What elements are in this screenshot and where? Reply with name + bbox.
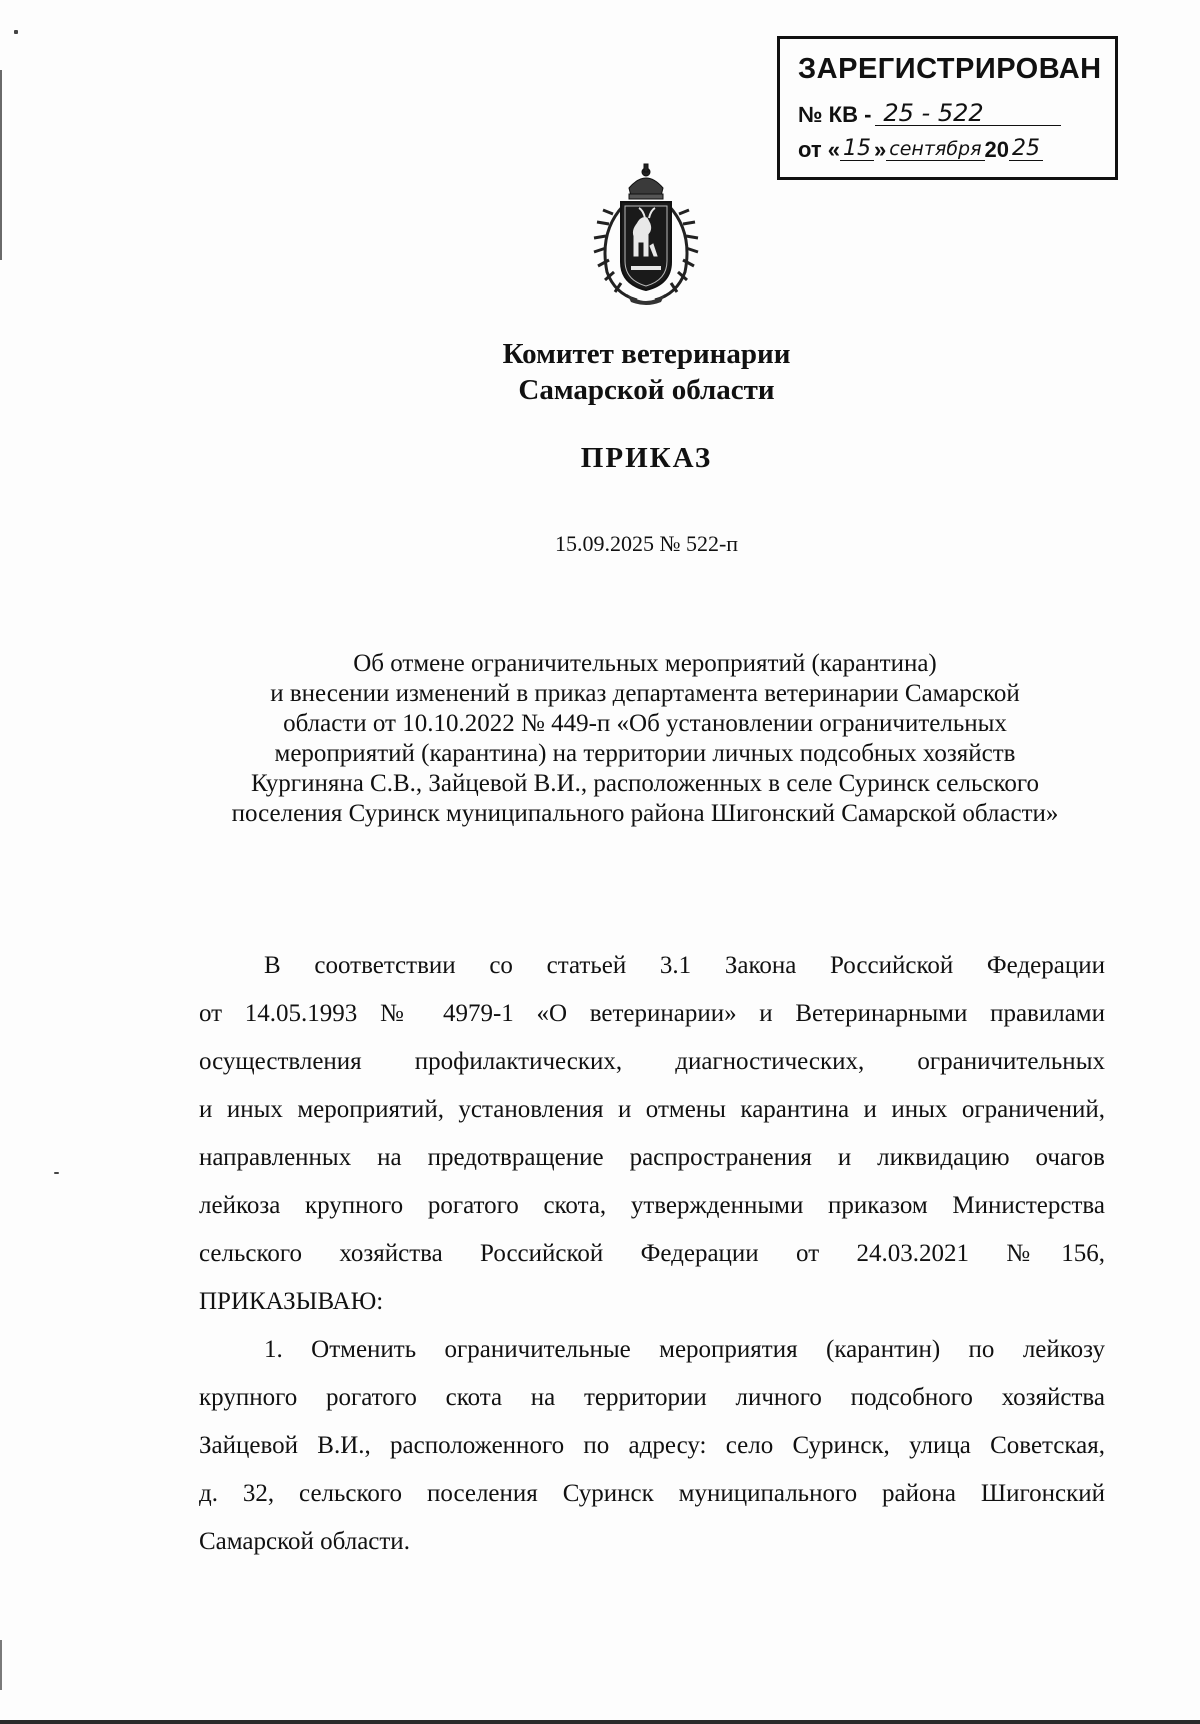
subject-line: поселения Суринск муниципального района Шигонский Самарской области» bbox=[231, 800, 1059, 827]
subject-line: области от 10.10.2022 № 449-п «Об установлении ограничительных bbox=[283, 710, 1007, 737]
stamp-number-value: 25 - 522 bbox=[875, 101, 1061, 126]
body-line: и иных мероприятий, установления и отмены карантина и иных ограничений, bbox=[199, 1096, 1105, 1123]
subject-line: и внесении изменений в приказ департамента ветеринарии Самарской bbox=[270, 680, 1020, 707]
subject-line: Об отмене ограничительных мероприятий (карантина) bbox=[353, 650, 937, 677]
subject-line: Кургиняна С.В., Зайцевой В.И., расположенных в селе Суринск сельского bbox=[251, 770, 1039, 797]
stamp-number-row bbox=[798, 101, 1099, 126]
scan-dot-artifact bbox=[54, 1172, 59, 1174]
organization-name bbox=[0, 336, 1200, 408]
scan-dot-artifact bbox=[14, 30, 18, 34]
organization-name-line1: Комитет ветеринарии bbox=[502, 338, 791, 370]
registration-stamp bbox=[777, 36, 1118, 180]
body-line: осуществления профилактических, диагностических, ограничительных bbox=[199, 1048, 1105, 1075]
body-line: крупного рогатого скота на территории личного подсобного хозяйства bbox=[199, 1384, 1105, 1411]
scan-edge-artifact bbox=[0, 70, 2, 260]
body-line: лейкоза крупного рогатого скота, утвержденными приказом Министерства bbox=[199, 1192, 1105, 1219]
organization-name-line2: Самарской области bbox=[518, 374, 775, 406]
stamp-title: ЗАРЕГИСТРИРОВАН bbox=[798, 53, 1102, 85]
body-line: сельского хозяйства Российской Федерации от 24.03.2021 №156, bbox=[199, 1240, 1105, 1267]
scan-edge-artifact bbox=[0, 1640, 2, 1690]
body-line: направленных на предотвращение распространения и ликвидацию очагов bbox=[199, 1144, 1105, 1171]
preamble-paragraph bbox=[199, 942, 1105, 1326]
stamp-date-day: 15 bbox=[840, 138, 874, 161]
stamp-number-label: № КВ - bbox=[798, 102, 872, 127]
stamp-date-mid: » bbox=[874, 137, 887, 162]
body-line: д. 32, сельского поселения Суринск муниципального района Шигонский bbox=[199, 1480, 1105, 1507]
stamp-date-prefix: от « bbox=[798, 137, 841, 162]
document-body bbox=[199, 942, 1105, 1566]
document-subject bbox=[170, 649, 1120, 829]
stamp-date-year-prefix: 20 bbox=[984, 137, 1010, 162]
scan-edge-artifact bbox=[0, 1720, 1200, 1724]
subject-line: мероприятий (карантина) на территории личных подсобных хозяйств bbox=[274, 740, 1016, 767]
body-line: Самарской области. bbox=[199, 1528, 410, 1555]
body-line: Зайцевой В.И., расположенного по адресу: село Суринск, улица Советская, bbox=[199, 1432, 1105, 1459]
item-1-paragraph bbox=[199, 1326, 1105, 1566]
stamp-date-year-suffix: 25 bbox=[1009, 138, 1043, 161]
body-line: 1. Отменить ограничительные мероприятия (карантин) по лейкозу bbox=[264, 1336, 1105, 1363]
document-date-number: 15.09.2025 № 522-п bbox=[554, 531, 739, 556]
stamp-date-month: сентября bbox=[886, 138, 984, 161]
body-line: ПРИКАЗЫВАЮ: bbox=[199, 1288, 384, 1315]
body-line: от 14.05.1993 № 4979-1 «О ветеринарии» и Ветеринарными правилами bbox=[199, 1000, 1105, 1027]
samara-coat-of-arms-icon bbox=[579, 162, 713, 308]
body-line: В соответствии со статьей 3.1 Закона Российской Федерации bbox=[264, 952, 1105, 979]
stamp-date-row bbox=[798, 138, 1099, 161]
document-type: ПРИКАЗ bbox=[580, 442, 713, 474]
